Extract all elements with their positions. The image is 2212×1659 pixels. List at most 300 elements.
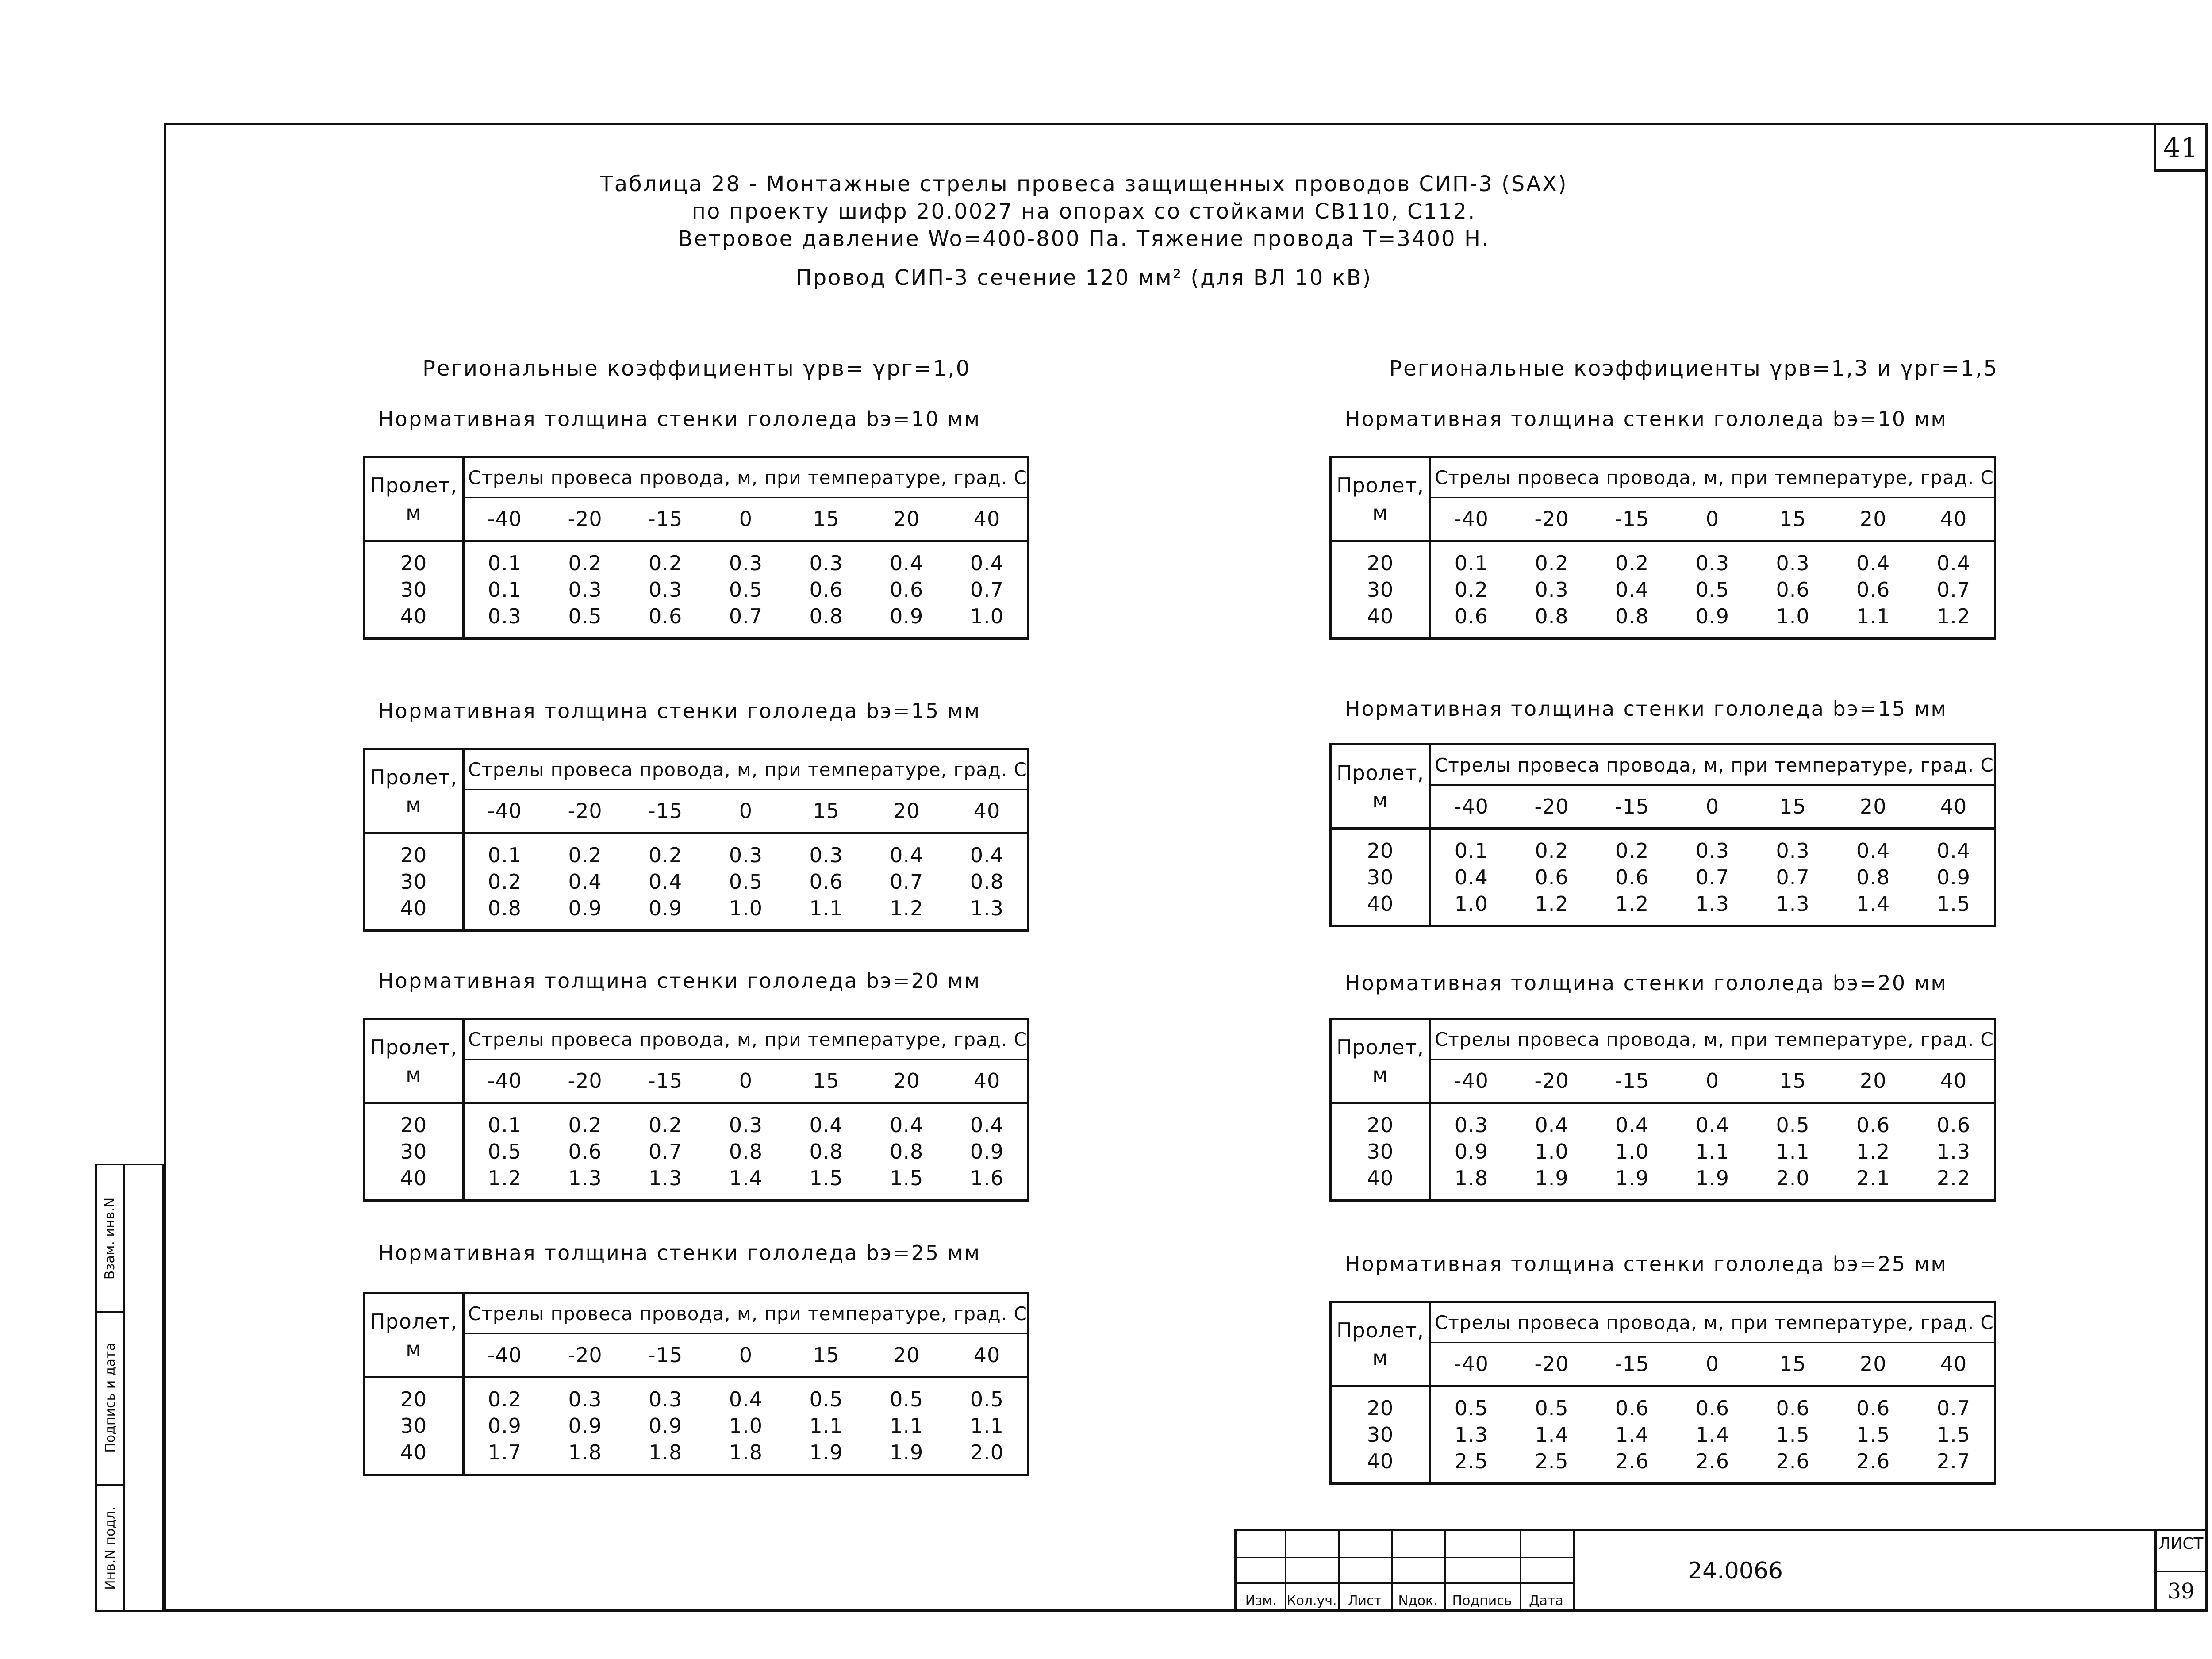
sag-values-column bbox=[1672, 541, 1753, 639]
sag-values-column bbox=[545, 833, 626, 931]
span-value: 40 bbox=[1367, 1449, 1394, 1473]
tb-col-izm: Изм. bbox=[1245, 1593, 1277, 1609]
sag-values-column bbox=[706, 1377, 786, 1475]
sag-value: 0.5 bbox=[729, 578, 763, 602]
sag-value: 0.9 bbox=[488, 1414, 522, 1438]
span-header-label: Пролет, bbox=[369, 765, 458, 789]
left-sag-table bbox=[363, 748, 1029, 932]
span-value: 30 bbox=[1367, 1140, 1394, 1164]
temperature-header: 40 bbox=[947, 1060, 1028, 1103]
sag-value: 0.3 bbox=[568, 1387, 602, 1411]
sag-header: Стрелы провеса провода, м, при температуре, град. С bbox=[1430, 457, 1995, 498]
span-value: 40 bbox=[1367, 892, 1394, 916]
sag-value: 1.8 bbox=[649, 1440, 683, 1464]
sag-values-column bbox=[1753, 1386, 1833, 1484]
span-values-column bbox=[1331, 829, 1430, 926]
sag-value: 0.9 bbox=[1695, 604, 1729, 628]
sag-value: 1.2 bbox=[1856, 1140, 1890, 1164]
sag-values-column bbox=[1512, 1103, 1592, 1201]
sag-value: 1.9 bbox=[1535, 1166, 1569, 1190]
tb-col-ndok: Nдок. bbox=[1398, 1593, 1438, 1609]
temperature-header: 40 bbox=[947, 498, 1028, 541]
right-sag-table bbox=[1329, 456, 1996, 640]
temperature-header: 15 bbox=[786, 498, 867, 541]
sag-value: 1.5 bbox=[1856, 1423, 1890, 1447]
span-header bbox=[1331, 1302, 1430, 1386]
sag-values-column bbox=[786, 1377, 867, 1475]
sag-value: 0.6 bbox=[568, 1140, 602, 1164]
span-value: 30 bbox=[1367, 865, 1394, 889]
sag-value: 1.4 bbox=[729, 1166, 763, 1190]
sag-value: 1.8 bbox=[568, 1440, 602, 1464]
sag-value: 0.1 bbox=[1454, 551, 1488, 575]
sag-header: Стрелы провеса провода, м, при температуре, град. С bbox=[1430, 1302, 1995, 1343]
sag-values-column bbox=[1913, 1386, 1995, 1484]
temperature-header: 20 bbox=[866, 498, 947, 541]
sag-value: 0.1 bbox=[488, 843, 522, 867]
sag-value: 0.5 bbox=[809, 1387, 843, 1411]
sag-value: 1.2 bbox=[488, 1166, 522, 1190]
left-ice-thickness-label: Нормативная толщина стенки гололеда bэ=10 мм bbox=[378, 407, 981, 431]
sag-values-column bbox=[1512, 541, 1592, 639]
sag-value: 1.0 bbox=[729, 1414, 763, 1438]
sag-values-column bbox=[1512, 829, 1592, 926]
sag-values-column bbox=[464, 1377, 545, 1475]
top-sheet-number: 41 bbox=[2154, 123, 2208, 172]
sag-value: 0.9 bbox=[568, 896, 602, 920]
sag-value: 0.5 bbox=[1535, 1396, 1569, 1420]
sag-value: 1.6 bbox=[970, 1166, 1004, 1190]
sag-value: 2.2 bbox=[1936, 1166, 1971, 1190]
temperature-header: 0 bbox=[706, 1060, 786, 1103]
sag-value: 0.2 bbox=[488, 1387, 522, 1411]
sag-value: 1.0 bbox=[1615, 1140, 1649, 1164]
sag-value: 0.8 bbox=[809, 1140, 843, 1164]
sag-value: 1.1 bbox=[809, 1414, 843, 1438]
sag-value: 0.2 bbox=[649, 843, 683, 867]
sag-value: 0.2 bbox=[1615, 551, 1649, 575]
left-ice-thickness-label: Нормативная толщина стенки гололеда bэ=20 мм bbox=[378, 969, 981, 993]
sag-value: 0.8 bbox=[488, 896, 522, 920]
sag-values-column bbox=[706, 1103, 786, 1201]
sag-value: 1.9 bbox=[1695, 1166, 1729, 1190]
sheet-cell bbox=[2154, 1531, 2205, 1609]
sag-values-column bbox=[1592, 541, 1672, 639]
span-value: 40 bbox=[1367, 1166, 1394, 1190]
right-ice-thickness-label: Нормативная толщина стенки гололеда bэ=20 мм bbox=[1345, 971, 1948, 995]
span-values-column bbox=[364, 1103, 464, 1201]
sag-value: 0.8 bbox=[970, 870, 1004, 894]
sag-values-column bbox=[464, 833, 545, 931]
temperature-header: 20 bbox=[866, 1060, 947, 1103]
sag-value: 0.2 bbox=[568, 551, 602, 575]
temperature-header: -15 bbox=[625, 1334, 706, 1377]
sag-values-column bbox=[1753, 1103, 1833, 1201]
span-values-column bbox=[1331, 1386, 1430, 1484]
sag-value: 0.6 bbox=[1454, 604, 1488, 628]
span-header-unit: м bbox=[406, 1336, 422, 1361]
sag-value: 0.5 bbox=[1454, 1396, 1488, 1420]
sag-value: 0.6 bbox=[1776, 1396, 1810, 1420]
sag-value: 1.8 bbox=[729, 1440, 763, 1464]
temperature-header: -15 bbox=[625, 790, 706, 833]
temperature-header: 20 bbox=[866, 790, 947, 833]
sag-value: 0.6 bbox=[890, 578, 924, 602]
sag-value: 1.3 bbox=[970, 896, 1004, 920]
sag-value: 1.0 bbox=[1454, 892, 1488, 916]
sag-value: 1.3 bbox=[1695, 892, 1729, 916]
sag-value: 1.4 bbox=[1856, 892, 1890, 916]
span-header-unit: м bbox=[406, 1062, 422, 1087]
temperature-header: 0 bbox=[706, 1334, 786, 1377]
sag-value: 1.4 bbox=[1615, 1423, 1649, 1447]
temperature-header: -40 bbox=[1430, 1343, 1512, 1386]
sag-header: Стрелы провеса провода, м, при температуре, град. С bbox=[464, 1293, 1029, 1334]
sag-value: 0.9 bbox=[568, 1414, 602, 1438]
sag-value: 2.7 bbox=[1936, 1449, 1971, 1473]
sag-value: 1.1 bbox=[809, 896, 843, 920]
temperature-header: -15 bbox=[1592, 1343, 1672, 1386]
temperature-header: -20 bbox=[545, 1334, 626, 1377]
sag-value: 0.1 bbox=[1454, 839, 1488, 863]
sag-value: 0.5 bbox=[1695, 578, 1729, 602]
sag-values-column bbox=[706, 833, 786, 931]
temperature-header: -40 bbox=[1430, 785, 1512, 829]
sag-value: 2.1 bbox=[1856, 1166, 1890, 1190]
sag-value: 0.4 bbox=[568, 870, 602, 894]
span-header bbox=[1331, 745, 1430, 829]
temperature-header: 20 bbox=[866, 1334, 947, 1377]
temperature-header: 20 bbox=[1833, 785, 1913, 829]
sag-value: 0.7 bbox=[890, 870, 924, 894]
sag-value: 0.8 bbox=[890, 1140, 924, 1164]
right-sag-table bbox=[1329, 1018, 1996, 1202]
sag-value: 0.4 bbox=[1695, 1113, 1729, 1137]
sag-value: 1.0 bbox=[970, 604, 1004, 628]
sag-values-column bbox=[947, 1103, 1028, 1201]
sag-value: 0.4 bbox=[1454, 865, 1488, 889]
temperature-header: 15 bbox=[1753, 1060, 1833, 1103]
right-coefficients-heading: Региональные коэффициенты γрв=1,3 и γрг=1,5 bbox=[1389, 356, 1999, 381]
sag-value: 0.6 bbox=[649, 604, 683, 628]
sag-values-column bbox=[1672, 829, 1753, 926]
span-value: 20 bbox=[400, 551, 427, 575]
span-header bbox=[364, 1293, 464, 1377]
sag-values-column bbox=[1833, 1103, 1913, 1201]
sag-value: 1.5 bbox=[1776, 1423, 1810, 1447]
span-header-label: Пролет, bbox=[1336, 760, 1425, 785]
temperature-header: 40 bbox=[1913, 498, 1995, 541]
sag-values-column bbox=[1833, 1386, 1913, 1484]
span-value: 20 bbox=[1367, 1113, 1394, 1137]
sag-values-column bbox=[1512, 1386, 1592, 1484]
stamp-label-inv-orig: Инв.N подл. bbox=[102, 1506, 118, 1590]
sag-value: 1.9 bbox=[1615, 1166, 1649, 1190]
stamp-label-signature-date: Подпись и дата bbox=[102, 1342, 118, 1453]
sag-header: Стрелы провеса провода, м, при температуре, град. С bbox=[1430, 745, 1995, 785]
temperature-header: -20 bbox=[545, 498, 626, 541]
sag-value: 1.3 bbox=[1936, 1140, 1971, 1164]
sag-value: 0.3 bbox=[729, 1113, 763, 1137]
span-values-column bbox=[364, 833, 464, 931]
temperature-header: 0 bbox=[706, 790, 786, 833]
span-header-unit: м bbox=[406, 792, 422, 817]
sag-value: 0.9 bbox=[1454, 1140, 1488, 1164]
temperature-header: 15 bbox=[1753, 498, 1833, 541]
span-value: 30 bbox=[400, 1414, 427, 1438]
sag-value: 1.1 bbox=[970, 1414, 1004, 1438]
sag-value: 0.9 bbox=[649, 896, 683, 920]
sag-value: 0.3 bbox=[809, 843, 843, 867]
sag-value: 0.2 bbox=[1454, 578, 1488, 602]
approval-stamp bbox=[95, 1164, 164, 1612]
tb-col-podpis: Подпись bbox=[1452, 1593, 1512, 1609]
sag-values-column bbox=[625, 833, 706, 931]
sag-values-column bbox=[1913, 829, 1995, 926]
span-header-label: Пролет, bbox=[1336, 473, 1425, 497]
right-sag-table bbox=[1329, 743, 1996, 927]
sag-value: 0.9 bbox=[890, 604, 924, 628]
sag-value: 1.1 bbox=[890, 1414, 924, 1438]
sag-value: 0.3 bbox=[1454, 1113, 1488, 1137]
sag-value: 1.2 bbox=[890, 896, 924, 920]
sag-values-column bbox=[1753, 541, 1833, 639]
sag-value: 1.3 bbox=[1454, 1423, 1488, 1447]
sag-header: Стрелы провеса провода, м, при температуре, град. С bbox=[1430, 1019, 1995, 1060]
sag-value: 0.8 bbox=[1615, 604, 1649, 628]
sag-value: 1.4 bbox=[1695, 1423, 1729, 1447]
span-header bbox=[1331, 457, 1430, 541]
left-sag-table bbox=[363, 1018, 1029, 1202]
sag-value: 0.4 bbox=[1615, 1113, 1649, 1137]
temperature-header: -15 bbox=[625, 498, 706, 541]
span-value: 30 bbox=[1367, 1423, 1394, 1447]
sag-value: 0.2 bbox=[1535, 551, 1569, 575]
sag-value: 2.6 bbox=[1615, 1449, 1649, 1473]
left-ice-thickness-label: Нормативная толщина стенки гололеда bэ=15 мм bbox=[378, 699, 981, 723]
span-value: 40 bbox=[1367, 604, 1394, 628]
sag-value: 1.5 bbox=[809, 1166, 843, 1190]
temperature-header: 15 bbox=[786, 790, 867, 833]
span-header-unit: м bbox=[1372, 500, 1388, 525]
sag-value: 2.0 bbox=[1776, 1166, 1810, 1190]
span-value: 40 bbox=[400, 1166, 427, 1190]
temperature-header: 15 bbox=[1753, 785, 1833, 829]
sag-value: 0.7 bbox=[1776, 865, 1810, 889]
span-value: 20 bbox=[400, 843, 427, 867]
span-header-label: Пролет, bbox=[1336, 1035, 1425, 1059]
sag-value: 1.5 bbox=[1936, 1423, 1971, 1447]
sag-values-column bbox=[1430, 1103, 1512, 1201]
sag-values-column bbox=[464, 1103, 545, 1201]
sag-value: 0.3 bbox=[1776, 839, 1810, 863]
sag-value: 0.6 bbox=[1936, 1113, 1971, 1137]
sag-values-column bbox=[947, 1377, 1028, 1475]
sag-value: 0.5 bbox=[1776, 1113, 1810, 1137]
temperature-header: -40 bbox=[464, 1060, 545, 1103]
sag-value: 1.1 bbox=[1856, 604, 1890, 628]
temperature-header: -20 bbox=[545, 1060, 626, 1103]
right-sag-table bbox=[1329, 1301, 1996, 1485]
sag-value: 0.6 bbox=[1856, 1396, 1890, 1420]
sag-value: 0.6 bbox=[1615, 865, 1649, 889]
sag-value: 0.8 bbox=[1856, 865, 1890, 889]
sag-values-column bbox=[1913, 541, 1995, 639]
sag-value: 0.2 bbox=[649, 1113, 683, 1137]
span-value: 30 bbox=[1367, 578, 1394, 602]
span-value: 40 bbox=[400, 1440, 427, 1464]
sag-value: 0.2 bbox=[488, 870, 522, 894]
sag-value: 0.6 bbox=[809, 870, 843, 894]
sag-values-column bbox=[625, 1103, 706, 1201]
sag-value: 0.4 bbox=[809, 1113, 843, 1137]
sag-value: 0.3 bbox=[729, 551, 763, 575]
span-header-label: Пролет, bbox=[369, 473, 458, 497]
span-header-unit: м bbox=[1372, 788, 1388, 812]
title-line-1: Таблица 28 - Монтажные стрелы провеса защищенных проводов СИП-3 (SAX) bbox=[600, 172, 1568, 196]
sag-value: 0.3 bbox=[568, 578, 602, 602]
sag-value: 0.5 bbox=[890, 1387, 924, 1411]
sag-value: 0.6 bbox=[1856, 1113, 1890, 1137]
title-line-2: по проекту шифр 20.0027 на опорах со стойками СВ110, С112. bbox=[691, 199, 1476, 224]
sag-values-column bbox=[1753, 829, 1833, 926]
temperature-header: 40 bbox=[1913, 785, 1995, 829]
temperature-header: -20 bbox=[545, 790, 626, 833]
sag-value: 2.5 bbox=[1535, 1449, 1569, 1473]
table-title bbox=[531, 170, 1637, 253]
sag-value: 0.3 bbox=[649, 578, 683, 602]
sag-value: 0.3 bbox=[1695, 839, 1729, 863]
span-values-column bbox=[364, 1377, 464, 1475]
sag-value: 1.7 bbox=[488, 1440, 522, 1464]
sag-value: 0.6 bbox=[1856, 578, 1890, 602]
sag-values-column bbox=[1430, 829, 1512, 926]
sag-value: 0.7 bbox=[1936, 1396, 1971, 1420]
sag-value: 0.4 bbox=[890, 843, 924, 867]
temperature-header: 15 bbox=[786, 1060, 867, 1103]
temperature-header: -15 bbox=[625, 1060, 706, 1103]
temperature-header: 40 bbox=[947, 790, 1028, 833]
temperature-header: -40 bbox=[464, 1334, 545, 1377]
title-line-3: Ветровое давление Wo=400-800 Па. Тяжение провода Т=3400 Н. bbox=[678, 227, 1490, 251]
sag-value: 1.9 bbox=[809, 1440, 843, 1464]
sag-value: 1.2 bbox=[1615, 892, 1649, 916]
sag-values-column bbox=[545, 1103, 626, 1201]
span-header-label: Пролет, bbox=[1336, 1318, 1425, 1342]
sag-values-column bbox=[1833, 829, 1913, 926]
temperature-header: 40 bbox=[947, 1334, 1028, 1377]
span-value: 30 bbox=[400, 1140, 427, 1164]
sag-values-column bbox=[786, 541, 867, 639]
sag-value: 0.3 bbox=[1535, 578, 1569, 602]
left-coefficients-heading: Региональные коэффициенты γрв= γрг=1,0 bbox=[422, 356, 971, 381]
span-header bbox=[364, 1019, 464, 1103]
sag-value: 0.4 bbox=[970, 1113, 1004, 1137]
temperature-header: -15 bbox=[1592, 785, 1672, 829]
span-header-unit: м bbox=[1372, 1062, 1388, 1087]
sag-values-column bbox=[1592, 829, 1672, 926]
sag-value: 0.1 bbox=[488, 578, 522, 602]
sag-value: 0.2 bbox=[568, 843, 602, 867]
span-values-column bbox=[364, 541, 464, 639]
sag-header: Стрелы провеса провода, м, при температуре, град. С bbox=[464, 1019, 1029, 1060]
sag-value: 1.0 bbox=[1776, 604, 1810, 628]
sag-values-column bbox=[866, 541, 947, 639]
sag-value: 0.7 bbox=[1936, 578, 1971, 602]
span-value: 20 bbox=[1367, 551, 1394, 575]
sag-value: 1.0 bbox=[1535, 1140, 1569, 1164]
sag-values-column bbox=[1913, 1103, 1995, 1201]
sag-value: 2.0 bbox=[970, 1440, 1004, 1464]
stamp-label-replace-inv: Взам. инв.N bbox=[102, 1197, 118, 1279]
sag-value: 2.6 bbox=[1856, 1449, 1890, 1473]
temperature-header: 40 bbox=[1913, 1060, 1995, 1103]
sag-value: 0.5 bbox=[488, 1140, 522, 1164]
sag-value: 1.1 bbox=[1695, 1140, 1729, 1164]
sag-value: 2.6 bbox=[1695, 1449, 1729, 1473]
right-ice-thickness-label: Нормативная толщина стенки гололеда bэ=25 мм bbox=[1345, 1252, 1948, 1276]
sag-value: 0.3 bbox=[649, 1387, 683, 1411]
sag-value: 0.4 bbox=[1856, 839, 1890, 863]
sag-value: 0.5 bbox=[970, 1387, 1004, 1411]
temperature-header: 15 bbox=[1753, 1343, 1833, 1386]
temperature-header: -20 bbox=[1512, 1060, 1592, 1103]
sag-value: 0.1 bbox=[488, 1113, 522, 1137]
span-header bbox=[1331, 1019, 1430, 1103]
span-value: 20 bbox=[400, 1113, 427, 1137]
sag-header: Стрелы провеса провода, м, при температуре, град. С bbox=[464, 457, 1029, 498]
sag-values-column bbox=[706, 541, 786, 639]
sag-value: 0.6 bbox=[1776, 578, 1810, 602]
sag-value: 1.5 bbox=[890, 1166, 924, 1190]
sag-values-column bbox=[866, 1103, 947, 1201]
left-ice-thickness-label: Нормативная толщина стенки гололеда bэ=25 мм bbox=[378, 1241, 981, 1265]
temperature-header: -20 bbox=[1512, 1343, 1592, 1386]
sag-value: 1.3 bbox=[649, 1166, 683, 1190]
sag-values-column bbox=[866, 1377, 947, 1475]
sag-value: 1.1 bbox=[1776, 1140, 1810, 1164]
sag-value: 0.7 bbox=[729, 604, 763, 628]
sag-value: 0.2 bbox=[1615, 839, 1649, 863]
tb-col-list: Лист bbox=[1348, 1593, 1382, 1609]
sag-values-column bbox=[1430, 541, 1512, 639]
temperature-header: 15 bbox=[786, 1334, 867, 1377]
sag-value: 0.6 bbox=[809, 578, 843, 602]
sag-value: 0.4 bbox=[1615, 578, 1649, 602]
temperature-header: 0 bbox=[1672, 498, 1753, 541]
right-ice-thickness-label: Нормативная толщина стенки гололеда bэ=10 мм bbox=[1345, 407, 1948, 431]
tb-col-data: Дата bbox=[1529, 1593, 1563, 1609]
span-header bbox=[364, 749, 464, 833]
temperature-header: -40 bbox=[464, 498, 545, 541]
sag-value: 1.5 bbox=[1936, 892, 1971, 916]
sag-values-column bbox=[1592, 1103, 1672, 1201]
sag-value: 0.3 bbox=[809, 551, 843, 575]
sag-value: 0.4 bbox=[890, 1113, 924, 1137]
sag-value: 1.0 bbox=[729, 896, 763, 920]
document-code: 24.0066 bbox=[1688, 1558, 1783, 1584]
temperature-header: -20 bbox=[1512, 498, 1592, 541]
temperature-header: -40 bbox=[464, 790, 545, 833]
sag-values-column bbox=[947, 833, 1028, 931]
sag-value: 0.4 bbox=[649, 870, 683, 894]
sag-value: 0.4 bbox=[1936, 839, 1971, 863]
sag-value: 0.6 bbox=[1695, 1396, 1729, 1420]
sag-value: 0.1 bbox=[488, 551, 522, 575]
sag-value: 0.9 bbox=[970, 1140, 1004, 1164]
sheet-number: 39 bbox=[2167, 1579, 2195, 1604]
sag-values-column bbox=[545, 1377, 626, 1475]
